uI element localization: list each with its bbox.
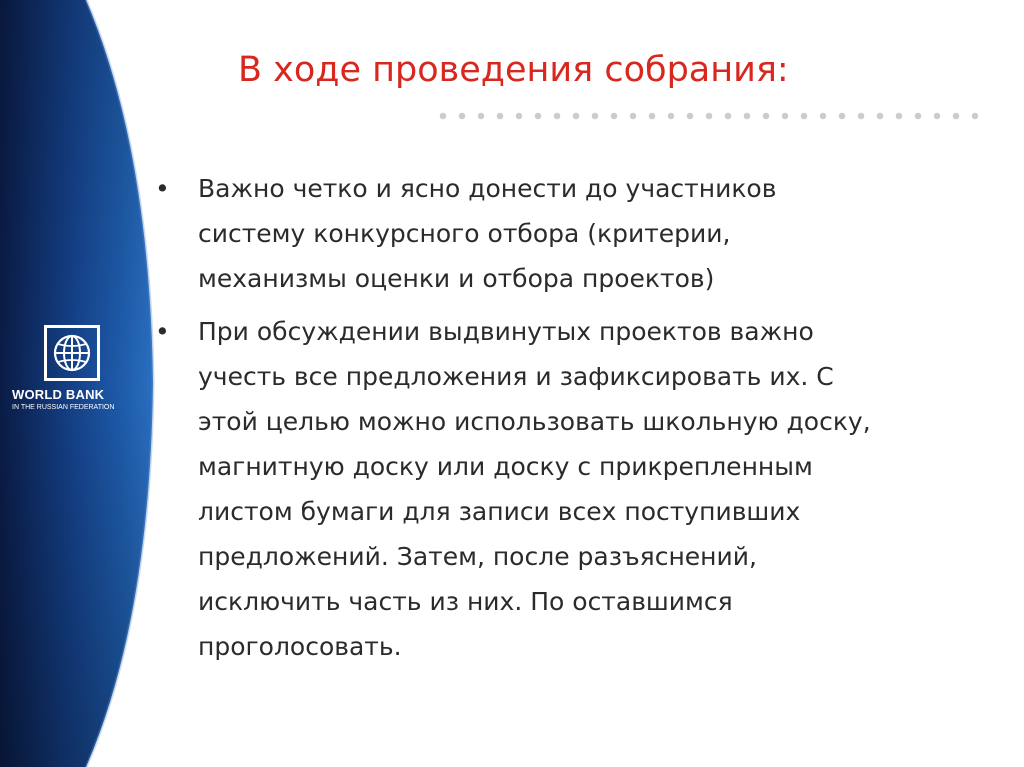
divider-dot [953, 113, 960, 120]
divider-dot [497, 113, 504, 120]
bullet-text-line: учесть все предложения и зафиксировать их. С [198, 362, 834, 391]
divider-dot [573, 113, 580, 120]
dotted-divider [438, 111, 998, 121]
bullet-marker: • [155, 174, 170, 203]
divider-dot [440, 113, 447, 120]
bullet-text-line: механизмы оценки и отбора проектов) [198, 264, 715, 293]
divider-dot [972, 113, 979, 120]
divider-dot [630, 113, 637, 120]
globe-logo-box [44, 325, 100, 381]
bullet-text-line: Важно четко и ясно донести до участников [198, 174, 777, 203]
divider-dot [896, 113, 903, 120]
divider-dot [554, 113, 561, 120]
divider-dot [934, 113, 941, 120]
bullet-text-line: этой целью можно использовать школьную доску, [198, 407, 871, 436]
divider-dot [649, 113, 656, 120]
divider-dot [915, 113, 922, 120]
bullet-text-line: предложений. Затем, после разъяснений, [198, 542, 757, 571]
bullet-text-line: исключить часть из них. По оставшимся [198, 587, 733, 616]
divider-dot [877, 113, 884, 120]
divider-dot [668, 113, 675, 120]
divider-dot [725, 113, 732, 120]
divider-dot [782, 113, 789, 120]
divider-dot [687, 113, 694, 120]
divider-dot [801, 113, 808, 120]
bullet-text-line: листом бумаги для записи всех поступивших [198, 497, 801, 526]
bullet-marker: • [155, 317, 170, 346]
world-bank-logo [12, 325, 132, 411]
slide-title: В ходе проведения собрания: [238, 50, 789, 90]
logo-subtitle: IN THE RUSSIAN FEDERATION [12, 404, 115, 411]
divider-dot [478, 113, 485, 120]
divider-dot [535, 113, 542, 120]
bullet-text-line: систему конкурсного отбора (критерии, [198, 219, 731, 248]
divider-dot [839, 113, 846, 120]
bullet-item-1 [155, 166, 1005, 301]
divider-dot [763, 113, 770, 120]
divider-dot [592, 113, 599, 120]
bullet-text-line: При обсуждении выдвинутых проектов важно [198, 317, 814, 346]
divider-dot [744, 113, 751, 120]
bullet-item-2 [155, 309, 1005, 669]
divider-dot [459, 113, 466, 120]
bullet-text-line: проголосовать. [198, 632, 402, 661]
globe-icon [52, 333, 92, 373]
bullet-list [155, 166, 1005, 677]
divider-dot [611, 113, 618, 120]
divider-dot [820, 113, 827, 120]
divider-dot [516, 113, 523, 120]
bullet-text-line: магнитную доску или доску с прикрепленным [198, 452, 813, 481]
divider-dot [706, 113, 713, 120]
divider-dot [858, 113, 865, 120]
logo-name: WORLD BANK [12, 387, 105, 402]
